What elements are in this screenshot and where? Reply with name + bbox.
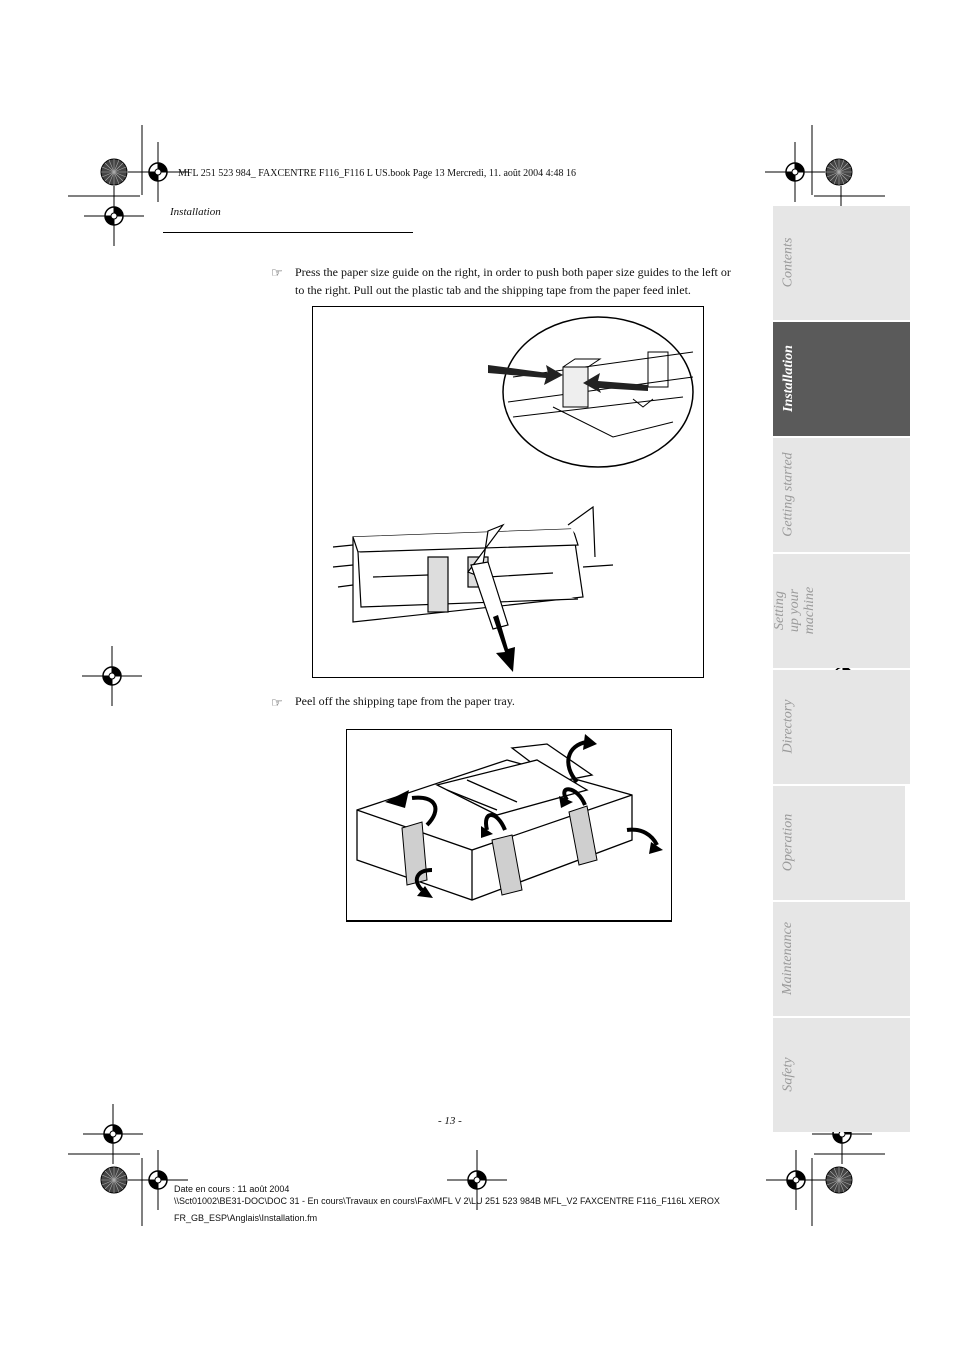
page-number: - 13 - [438,1115,462,1127]
tab-getting-started[interactable] [773,438,910,552]
section-title: Installation [170,206,221,218]
header-rule [163,232,413,233]
tab-safety-label: Safety [780,1056,796,1092]
step2-text: Peel off the shipping tape from the paper tray. [295,694,515,708]
step1-line2: to the right. Pull out the plastic tab and the shipping tape from the paper feed inlet. [295,283,691,297]
footer-date: Date en cours : 11 août 2004 [174,1184,290,1194]
tab-installation[interactable] [773,322,910,436]
footer-path-line1: \\Sct01002\BE31-DOC\DOC 31 - En cours\Travaux en cours\Fax\MFL V 2\LU 251 523 984B MFL_V2 FAXCENTRE F116_F116L XEROX [174,1196,720,1206]
tab-operation[interactable] [773,786,905,900]
pointing-hand-icon-2: ☞ [271,695,283,710]
tab-getting-started-label: Getting started [780,451,796,537]
tab-directory[interactable] [773,670,910,784]
figure-paper-guides [312,306,704,678]
tab-setting-up[interactable] [773,554,910,668]
tab-safety[interactable] [773,1018,910,1132]
step1-line1: Press the paper size guide on the right, in order to push both paper size guides to the left or [295,265,731,279]
tab-installation-label: Installation [780,344,796,412]
step1-text [295,263,765,299]
paper-tray-illustration [347,730,671,920]
figure-paper-tray [346,729,672,922]
pointing-hand-icon: ☞ [271,265,283,280]
tab-maintenance-label: Maintenance [780,921,796,995]
tab-setting-up-label: Setting up your machine [772,586,818,634]
tab-directory-label: Directory [780,699,796,753]
tab-maintenance[interactable] [773,902,910,1016]
book-info-line: MFL 251 523 984_ FAXCENTRE F116_F116 L US.book Page 13 Mercredi, 11. août 2004 4:48 16 [178,168,576,179]
paper-guide-illustration [313,307,703,677]
tab-operation-label: Operation [780,813,796,871]
tab-contents[interactable] [773,206,910,320]
footer-path-line2: FR_GB_ESP\Anglais\Installation.fm [174,1213,318,1223]
tab-contents-label: Contents [780,237,796,287]
